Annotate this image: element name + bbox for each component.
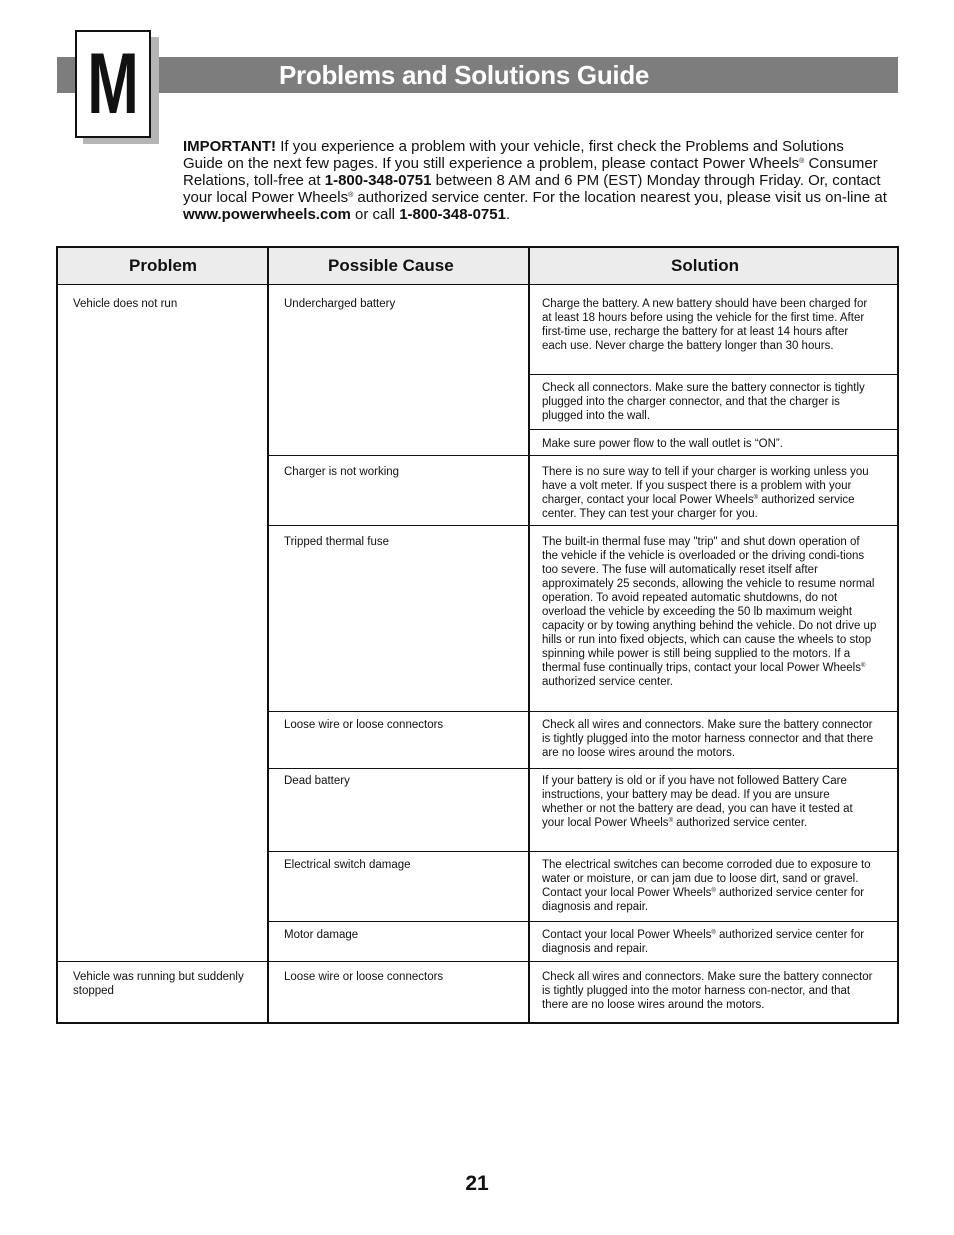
header-problem: Problem [129,256,198,275]
header-possible-cause: Possible Cause [328,256,454,275]
row-divider [58,961,897,962]
cause-cell: Dead battery [284,775,350,787]
row-divider [529,429,897,430]
cause-cell: Loose wire or loose connectors [284,971,444,983]
website-link: www.powerwheels.com [183,206,351,223]
registered-mark: ® [348,192,354,199]
row-divider [268,768,897,769]
row-divider [268,525,897,526]
intro-text-4: authorized service center. For the location nearest you, please visit us on-line at [353,189,887,206]
row-divider [268,455,897,456]
solution-cell: If your battery is old or if you have not followed Battery Care instructions, your battery may be dead. If you are unsure whether or not the battery are dead, you can have it tested at your local Power Wheels® authorized service center. [542,775,853,829]
cause-cell: Tripped thermal fuse [284,536,390,548]
important-label: IMPORTANT! [183,138,277,155]
phone-number: 1-800-348-0751 [324,172,432,189]
problem-cell: Vehicle was running but suddenly stopped [73,971,244,997]
section-letter: M [87,36,139,132]
cause-cell: Loose wire or loose connectors [284,719,444,731]
table-header [58,248,897,285]
column-divider [267,248,269,1022]
cause-cell: Charger is not working [284,466,400,478]
intro-text-5: or call [350,206,400,223]
solution-cell: Check all wires and connectors. Make sure the battery connector is tightly plugged into the motor harness con-nector, and that there are no loose wires around the motors. [542,971,873,1011]
problems-solutions-table [56,246,899,1024]
registered-mark: ® [799,158,805,165]
intro-text-6: . [505,206,511,223]
cause-cell: Electrical switch damage [284,859,411,871]
solution-cell: Charge the battery. A new battery should have been charged for at least 18 hours before using the vehicle for the first time. After first-time use, recharge the battery for at least 14 hours after each use. Never charge the battery longer than 30 hours. [542,298,868,352]
row-divider [268,711,897,712]
cause-cell: Undercharged battery [284,298,396,310]
column-divider [528,248,530,1022]
row-divider [529,374,897,375]
solution-cell: Contact your local Power Wheels® authorized service center for diagnosis and repair. [542,929,865,955]
problem-cell: Vehicle does not run [73,298,178,310]
phone-number-2: 1-800-348-0751 [399,206,506,223]
intro-text-1: If you experience a problem with your vehicle, first check the Problems and Solutions Guide on the next few pages. If you still experience a problem, please contact Power Wheels [183,138,844,172]
solution-cell: The electrical switches can become corroded due to exposure to water or moisture, or can jam due to loose dirt, sand or gravel. Contact your local Power Wheels® authorized service center for diagnosis and repair. [542,859,871,913]
solution-cell: The built-in thermal fuse may "trip" and shut down operation of the vehicle if the vehicle is overloaded or the driving condi-tions too severe. The fuse will automatically reset itself after approximately 25 seconds, allowing the vehicle to resume normal operation. To avoid repeated automatic shutdowns, do not overload the vehicle by exceeding the 50 lb maximum weight capacity or by towing anything behind the vehicle. Do not drive up hills or run into fixed objects, which can cause the wheels to stop spinning while power is still being supplied to the motors. If a thermal fuse continually trips, contact your local Power Wheels® authorized service center. [542,536,877,688]
solution-cell: Make sure power flow to the wall outlet is “ON”. [542,438,783,450]
solution-cell: There is no sure way to tell if your charger is working unless you have a volt meter. If you suspect there is a problem with your charger, contact your local Power Wheels® authorized service center. They can test your charger for you. [542,466,869,520]
intro-text-3: between 8 AM and 6 PM (EST) Monday through Friday. Or, contact your local Power Wheels [183,172,881,206]
cause-cell: Motor damage [284,929,359,941]
intro-text-2: Consumer Relations, toll-free at [183,155,878,189]
section-letter-box [75,30,151,138]
page-title: Problems and Solutions Guide [279,60,650,90]
solution-cell: Check all connectors. Make sure the battery connector is tightly plugged into the charger connector, and that the charger is plugged into the wall. [542,382,865,422]
solution-cell: Check all wires and connectors. Make sure the battery connector is tightly plugged into the motor harness connector and that there are no loose wires around the motors. [542,719,874,759]
intro-paragraph [183,138,888,223]
header-solution: Solution [671,256,739,275]
row-divider [268,921,897,922]
page-number: 21 [465,1172,489,1195]
row-divider [268,851,897,852]
